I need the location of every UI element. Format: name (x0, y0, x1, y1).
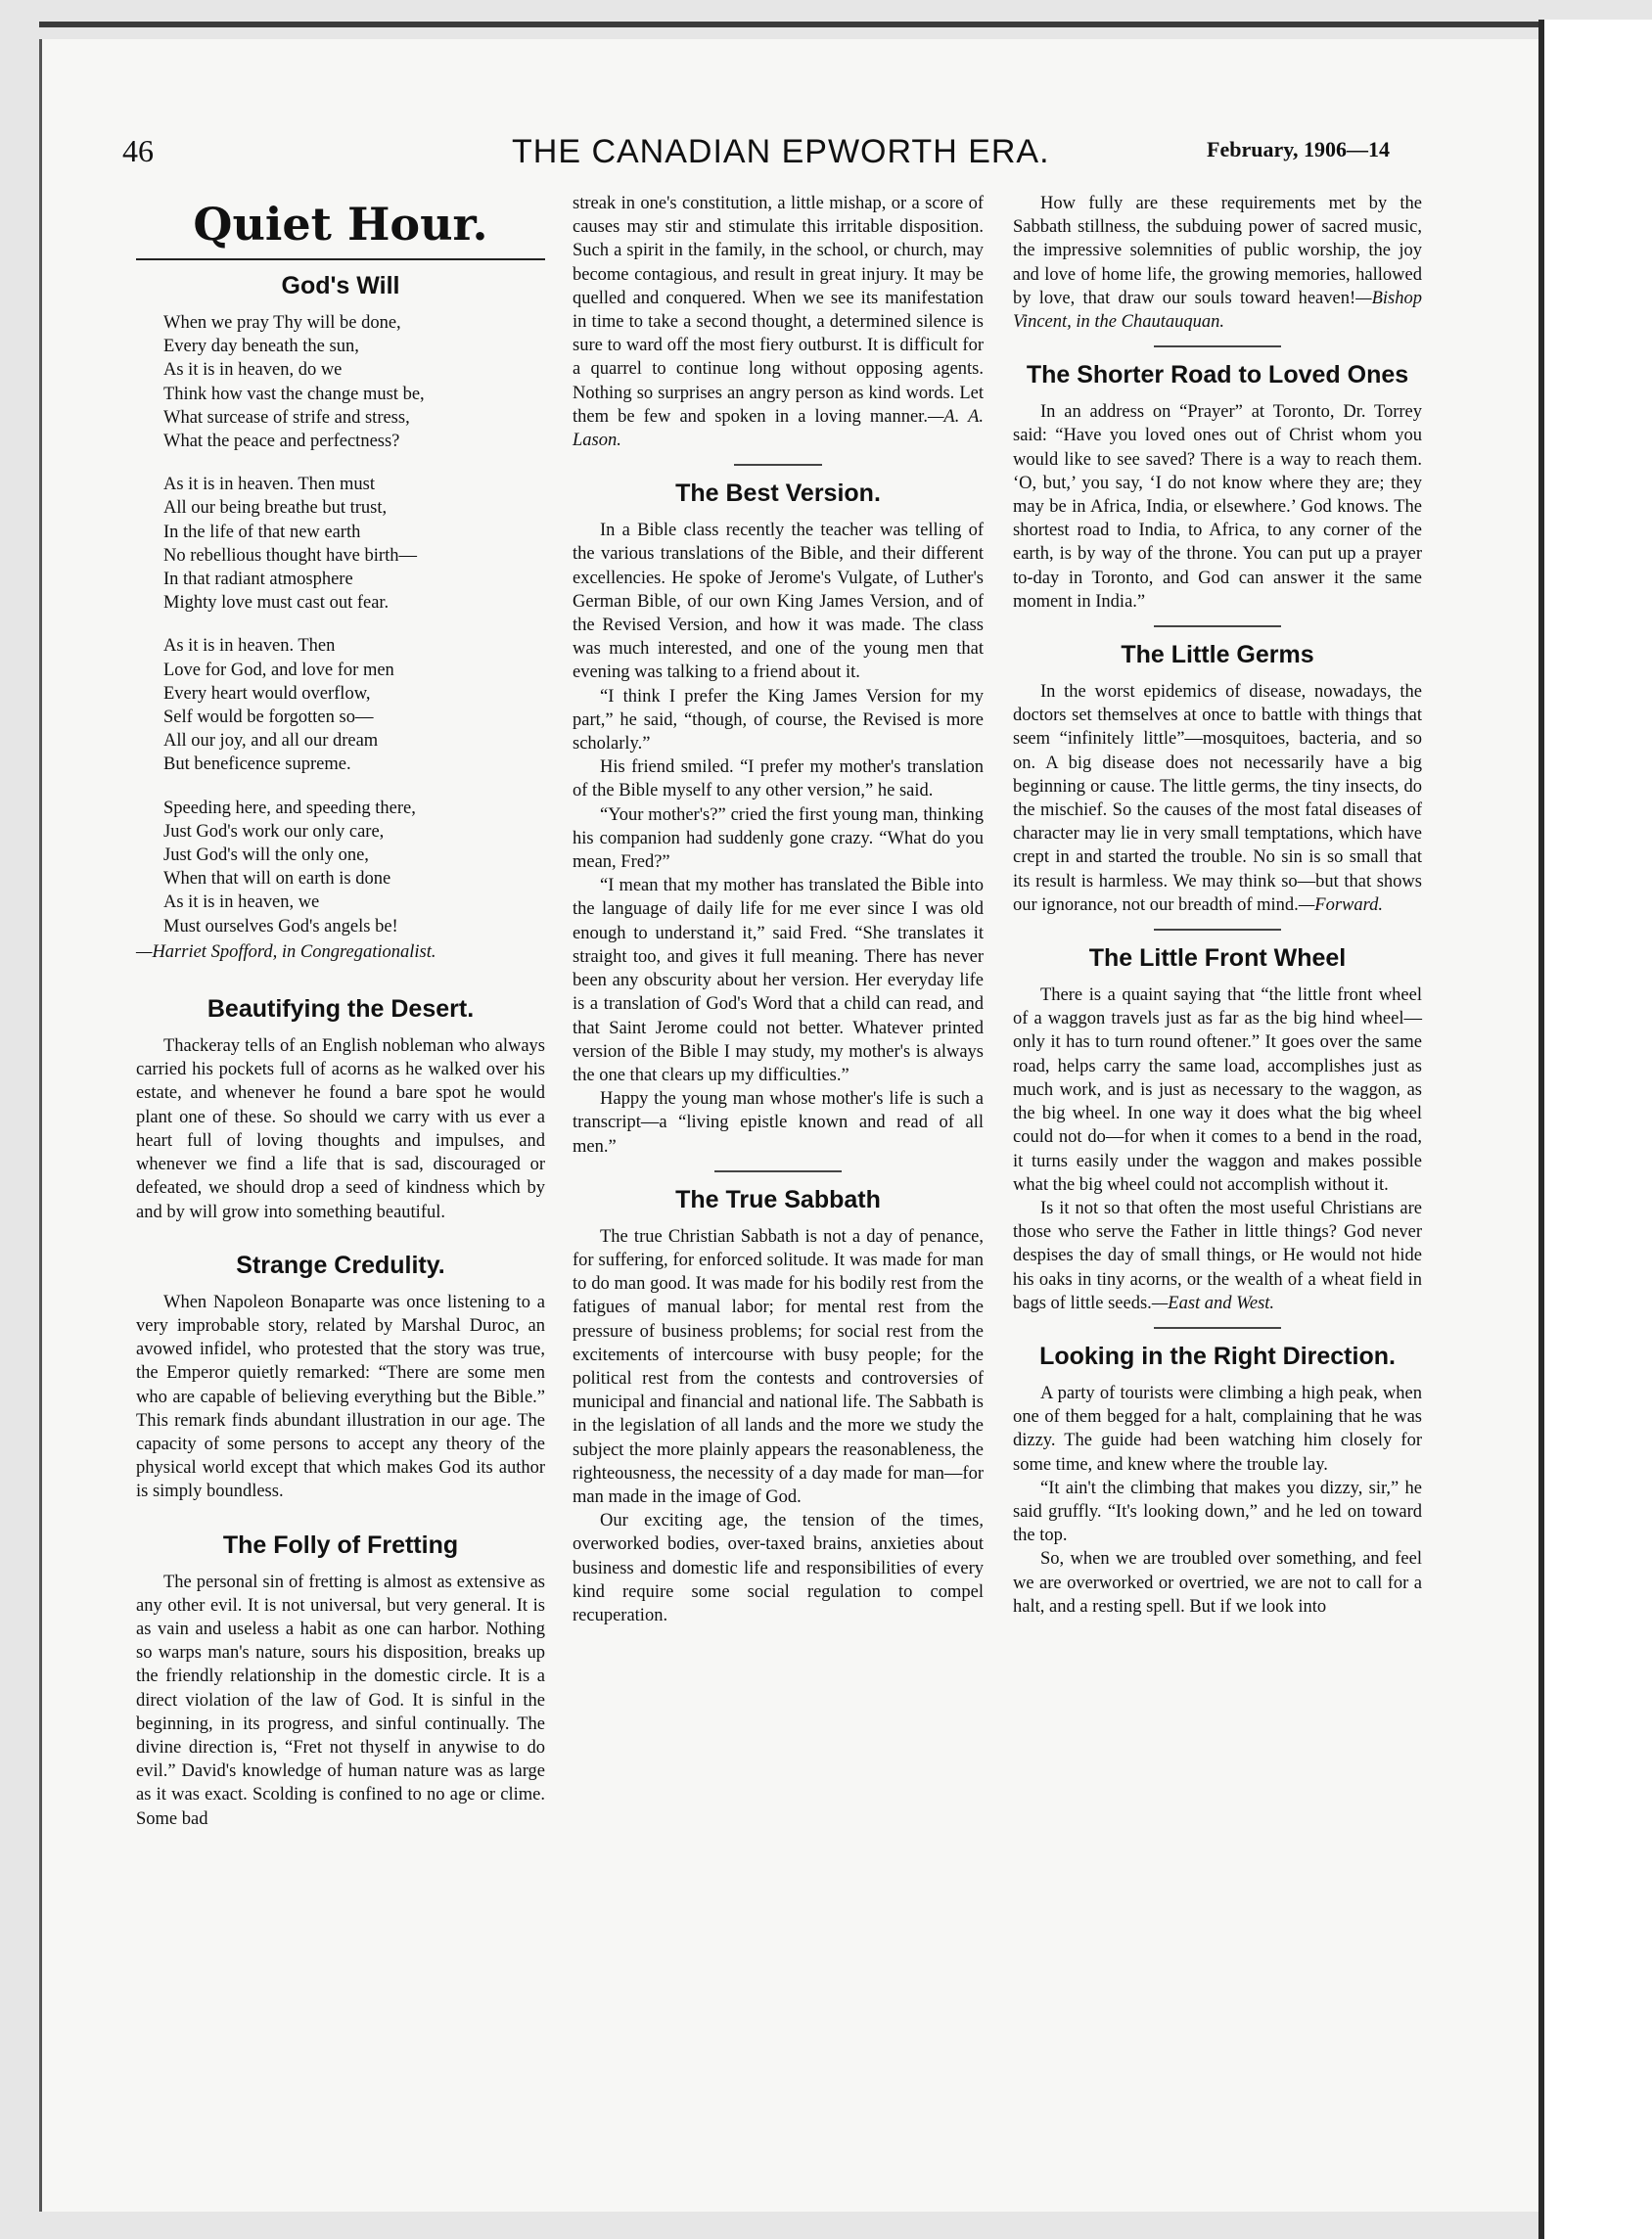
poem-line: As it is in heaven, do we (163, 360, 343, 381)
poem-line: What the peace and perfectness? (163, 432, 400, 452)
article-title-direction: Looking in the Right Direction. (1039, 1342, 1396, 1370)
page-header (42, 133, 1549, 172)
sabbath-continued-text: How fully are these requirements met by the Sabbath stillness, the subduing power of sacred music, the impressive solemnities of public worship, the joy and love of home life, the growing memories, hallowed by love, that draw our souls toward heaven! (1013, 194, 1422, 308)
page (39, 39, 1549, 2212)
article-body-shorter-road: In an address on “Prayer” at Toronto, Dr. Torrey said: “Have you loved ones out of Christ whom you would like to see saved? There is a way to reach them. ‘O, but,’ you say, ‘I do not know where they are; they may be in Africa, India, or elsewhere.’ God knows. The shortest road to India, to Africa, to any corner of the earth, is by way of the throne. You can put up a prayer to-day in Toronto, and God can answer it the same moment in India.” (1013, 402, 1422, 612)
article-title-credulity: Strange Credulity. (236, 1251, 445, 1279)
poem-stanza (163, 634, 545, 776)
article-title-germs: The Little Germs (1121, 641, 1314, 669)
poem-line: Must ourselves God's angels be! (163, 916, 398, 937)
poem-line: Just God's work our only care, (163, 821, 385, 842)
paragraph: “I mean that my mother has translated the Bible into the language of daily life for me ever since I was old enough to understand it,” said Fred. “She translates it straight too, and gives it full meaning. There has never been any obscurity about her version. Her everyday life is a translation of God's Word that a child can read, and that Saint Jerome could not better. Whatever printed version of the Bible I may study, my mother's is always the one that clears up my difficulties.” (573, 876, 984, 1085)
column-3 (1013, 192, 1422, 1619)
column-1 (136, 196, 545, 1831)
facing-page-edge (1538, 20, 1652, 2239)
germs-text: In the worst epidemics of disease, nowadays, the doctors set themselves at once to battle with things that seem “infinitely little”—mosquitoes, bacteria, and so on. A big disease does not necessarily have a big beginning or cause. The little germs, the tiny insects, do the mischief. So the causes of the most fatal diseases of character may lie in very small temptations, which have crept in and started the trouble. No sin is so small that its result is harmless. We may think so—but that shows our ignorance, not our breadth of mind. (1013, 682, 1422, 915)
poem-line: Self would be forgotten so— (163, 708, 374, 728)
poem-line: Just God's will the only one, (163, 845, 369, 866)
poem-line: In the life of that new earth (163, 522, 361, 542)
poem-line: But beneficence supreme. (163, 754, 351, 775)
paragraph: His friend smiled. “I prefer my mother's translation of the Bible myself to any other version,” he said. (573, 757, 984, 801)
poem-credit: —Harriet Spofford, in Congregationalist. (136, 941, 436, 962)
column-2 (573, 192, 984, 1627)
poem-stanza (163, 311, 545, 453)
poem-line: Love for God, and love for men (163, 660, 394, 680)
paragraph: Happy the young man whose mother's life is such a transcript—a “living epistle known and read of all men.” (573, 1089, 984, 1157)
paragraph: The true Christian Sabbath is not a day of penance, for suffering, for enforced solitude. It was made for man to do man good. It was made for his bodily rest from the fatigues of manual labor; for mental rest from the pressure of business problems; for social rest from the excitements of intercourse with busy people; for the political rest from the contests and controversies of municipal and financial and national life. The Sabbath is in the legislation of all lands and the more we study the subject the more plainly appears the reasonableness, the righteousness, the necessity of a day made for man—for man made in the image of God. (573, 1226, 984, 1507)
poem-line: Speeding here, and speeding there, (163, 798, 416, 818)
poem-line: Every heart would overflow, (163, 683, 371, 704)
title-rule (136, 258, 545, 260)
issue-date: February, 1906—14 (1207, 137, 1390, 161)
paragraph: A party of tourists were climbing a high peak, when one of them begged for a halt, complaining that he was dizzy. The guide had been watching him closely for some time, and knew where the trouble lay. (1013, 1383, 1422, 1475)
top-border (39, 22, 1546, 27)
poem-stanza (163, 797, 545, 938)
germs-credit: —Forward. (1298, 894, 1383, 915)
paragraph: There is a quaint saying that “the little front wheel of a waggon travels just as far as the big hind wheel—only it has to turn round oftener.” It goes over the same road, helps carry the same load, accomplishes just as much work, and is just as necessary to the waggon, as the big wheel. In one way it does what the big wheel could not do—for when it comes to a bend in the road, it turns easily under the waggon and makes possible what the big wheel could not accomplish without it. (1013, 985, 1422, 1195)
poem-line: No rebellious thought have birth— (163, 545, 417, 566)
poem-line: What surcease of strife and stress, (163, 407, 410, 428)
section-title: Quiet Hour. (193, 198, 488, 251)
paragraph (1013, 1197, 1422, 1315)
separator (1154, 929, 1281, 931)
article-title-shorter-road: The Shorter Road to Loved Ones (1026, 361, 1409, 389)
separator (1154, 1327, 1281, 1329)
poem (163, 311, 545, 938)
fretting-credit: —A. A. Lason. (573, 406, 985, 451)
poem-line: In that radiant atmosphere (163, 570, 353, 590)
article-title-wheel: The Little Front Wheel (1088, 944, 1347, 973)
separator (1154, 345, 1281, 347)
poem-line: As it is in heaven. Then (163, 636, 336, 657)
separator (734, 464, 822, 466)
poem-line: As it is in heaven, we (163, 892, 320, 913)
paragraph: In a Bible class recently the teacher was telling of the various translations of the Bible, and their different excellencies. He spoke of Jerome's Vulgate, of Luther's German Bible, of our own King James Version, and of the Revised Version, and how it was made. The class was much interested, and one of the young men that evening was talking to a friend about it. (573, 521, 984, 683)
poem-title: God's Will (281, 272, 400, 299)
sabbath-credit: —Bishop Vincent, in the Chautauquan. (1013, 288, 1422, 333)
poem-line: All our being breathe but trust, (163, 498, 388, 519)
page-number: 46 (122, 133, 154, 168)
poem-line: Think how vast the change must be, (163, 384, 425, 404)
separator (1154, 625, 1281, 627)
paragraph: Our exciting age, the tension of the times, overworked bodies, over-taxed brains, anxieties about business and domestic life and responsibilities of every kind require some social regulation to compel recuperation. (573, 1511, 984, 1625)
fretting-continued-text: streak in one's constitution, a little mishap, or a score of causes may stir and stimulate this irritable disposition. Such a spirit in the family, in the school, or church, may become contagious, and result in great injury. It may be quelled and conquered. When we see its manifestation in time to take a second thought, a determined silence is sure to ward off the most fiery outburst. It is difficult for a quarrel to continue long without opposing agents. Nothing so surprises an angry person as kind words. Let them be few and spoken in a loving manner. (573, 194, 984, 427)
article-title-desert: Beautifying the Desert. (206, 995, 475, 1024)
article-continued-sabbath (1013, 192, 1422, 334)
masthead: THE CANADIAN EPWORTH ERA. (512, 133, 1050, 170)
wheel-text: Is it not so that often the most useful Christians are those who serve the Father in little things? God never despises the day of small things, or He would not hide his oaks in tiny acorns, or the wealth of a wheat field in bags of little seeds. (1013, 1198, 1422, 1313)
separator (714, 1170, 842, 1172)
paragraph: “I think I prefer the King James Version for my part,” he said, “though, of course, the Revised is more scholarly.” (573, 686, 984, 754)
paragraph: “It ain't the climbing that makes you dizzy, sir,” he said gruffly. “It's looking down,” and he led on toward the top. (1013, 1478, 1422, 1546)
wheel-credit: —East and West. (1151, 1293, 1275, 1313)
article-continued-fretting (573, 192, 984, 452)
poem-line: When we pray Thy will be done, (163, 313, 401, 333)
poem-line: All our joy, and all our dream (163, 731, 379, 752)
poem-line: When that will on earth is done (163, 869, 391, 890)
article-body-credulity: When Napoleon Bonaparte was once listening to a very improbable story, related by Marshal Duroc, an avowed infidel, who protested that the story was true, the Emperor quietly remarked: “There are some men who are capable of believing everything but the Bible.” This remark finds abundant illustration in our age. The capacity of some persons to accept any theory of the physical world except that which makes God its author is simply boundless. (136, 1292, 545, 1502)
article-title-version: The Best Version. (675, 480, 881, 508)
poem-line: Mighty love must cast out fear. (163, 593, 390, 614)
paragraph: So, when we are troubled over something, and feel we are overworked or overtried, we are not to call for a halt, and a resting spell. But if we look into (1013, 1549, 1422, 1617)
article-body-fretting: The personal sin of fretting is almost as extensive as any other evil. It is not universal, but very general. It is as vain and useless a habit as one can harbor. Nothing so warps man's nature, sours his disposition, breaks up the friendly relationship in the domestic circle. It is a direct violation of the law of God. It is sinful in the beginning, in its progress, and sinful continually. The divine direction is, “Fret not thyself in anywise to do evil.” David's knowledge of human nature was as large as it was exact. Scolding is confined to no age or clime. Some bad (136, 1572, 545, 1829)
article-body-desert: Thackeray tells of an English nobleman who always carried his pockets full of acorns as he walked over his estate, and whenever he found a bare spot he would plant one of these. So should we carry with us ever a heart full of loving thoughts and impulses, and whenever we find a life that is sad, discouraged or defeated, we should drop a seed of kindness which by and by will grow into something beautiful. (136, 1036, 545, 1222)
poem-stanza (163, 473, 545, 615)
poem-line: As it is in heaven. Then must (163, 475, 375, 495)
poem-line: Every day beneath the sun, (163, 337, 359, 357)
article-body-germs (1013, 680, 1422, 917)
article-title-fretting: The Folly of Fretting (222, 1531, 459, 1559)
article-title-sabbath: The True Sabbath (675, 1185, 881, 1213)
paragraph: “Your mother's?” cried the first young man, thinking his companion had suddenly gone crazy. “What do you mean, Fred?” (573, 804, 984, 873)
